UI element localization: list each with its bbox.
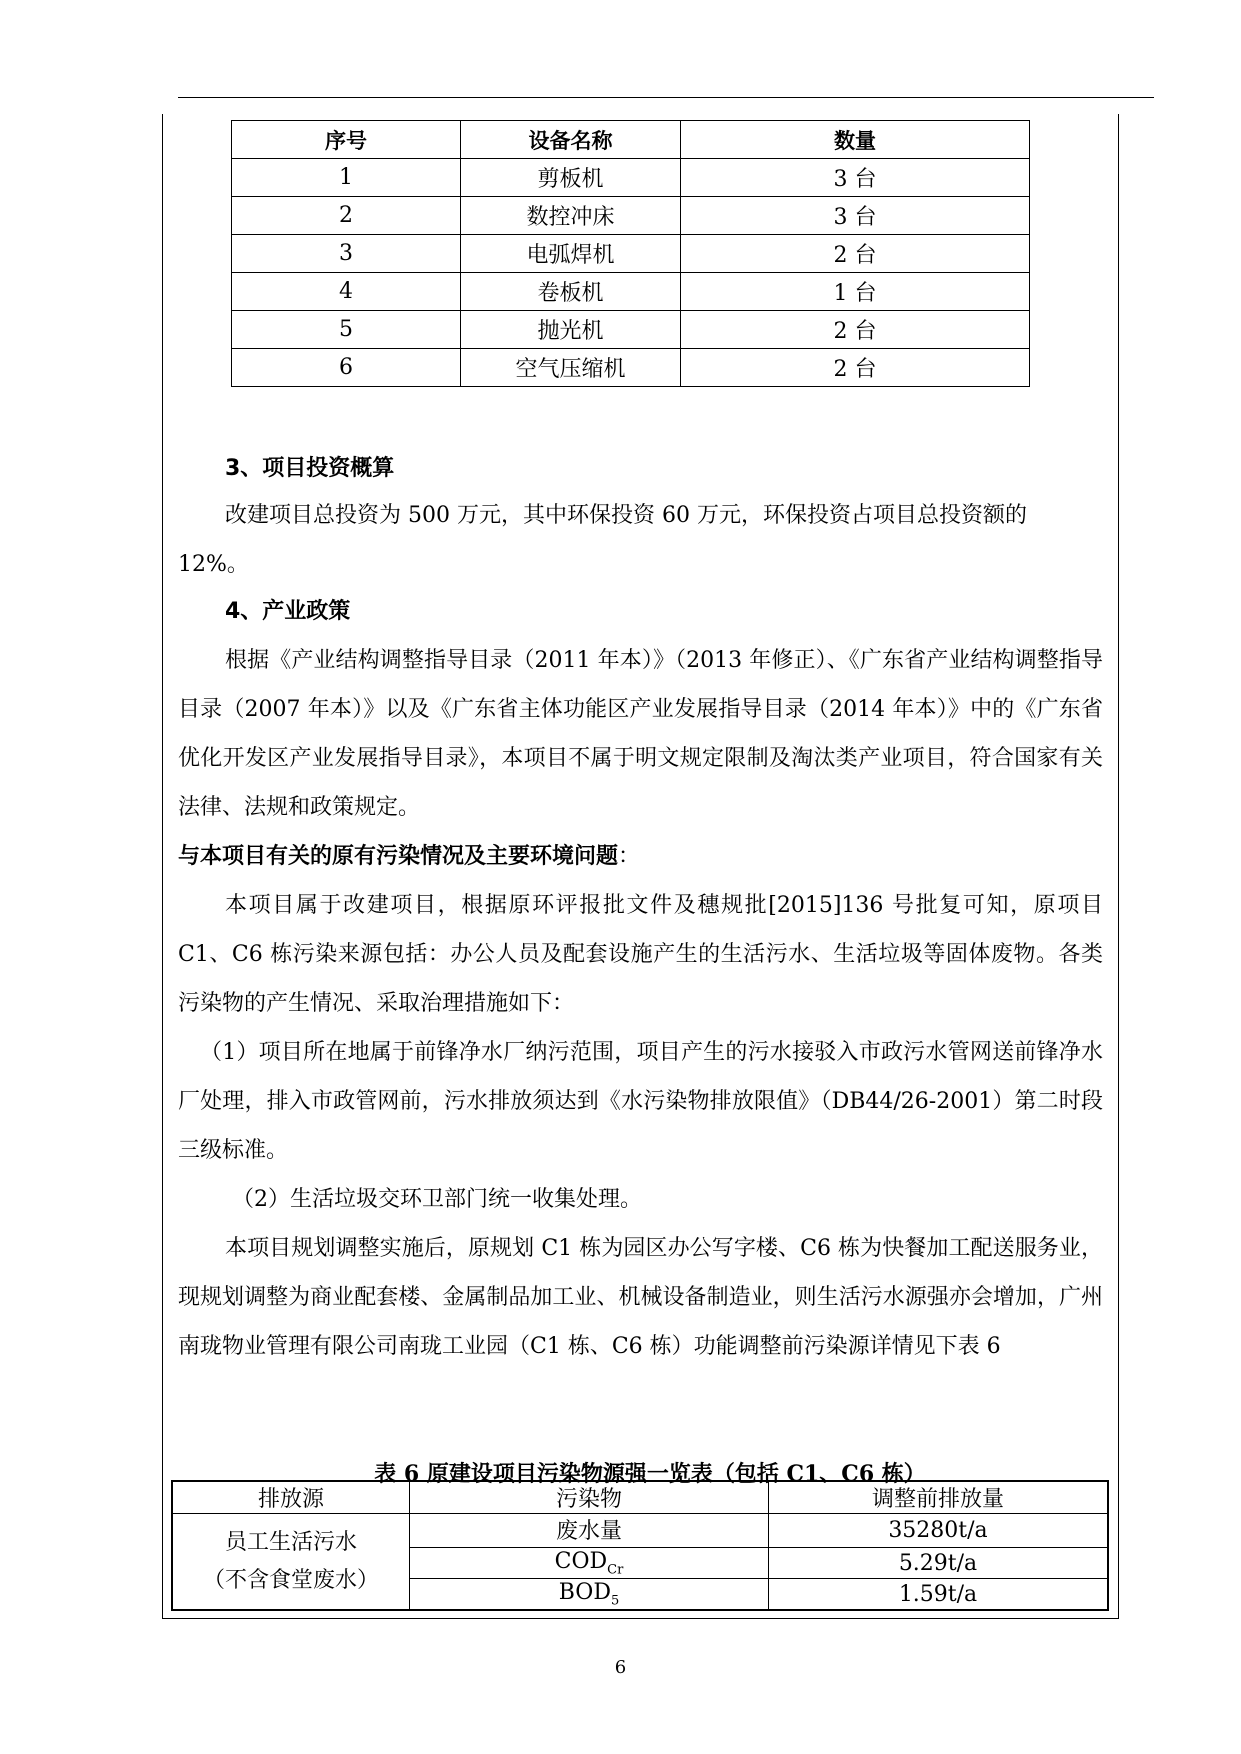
table-header-row [232,121,1030,159]
column-header: 调整前排放量 [769,1481,1109,1514]
table-row [232,235,1030,273]
table-cell: 数控冲床 [461,197,681,235]
table-header-row [172,1481,1108,1514]
header-rule [178,97,1154,98]
table-cell: 5 [232,311,461,349]
table-row [232,197,1030,235]
list-item: （2）生活垃圾交环卫部门统一收集处理。 [232,1187,642,1212]
source-line: 员工生活污水 [224,1529,357,1555]
table-row [172,1514,1108,1548]
column-header: 设备名称 [461,121,681,159]
equipment-table [231,120,1030,387]
column-header: 排放源 [172,1481,410,1514]
section-heading-problems [178,832,640,881]
column-header: 数量 [681,121,1030,159]
table-cell: 3 台 [681,159,1030,197]
paragraph: 根据《产业结构调整指导目录（2011 年本）》（2013 年修正）、《广东省产业结构调整指导目录（2007 年本）》以及《广东省主体功能区产业发展指导目录（2014 年本）》中的《广东省优化开发区产业发展指导目录》，本项目不属于明文规定限制及淘汰类产业项目，符合国家有关法律、法规和政策规定。 [178,648,1103,820]
pollutant-cell [410,1548,769,1579]
table-cell: 2 台 [681,349,1030,387]
paragraph: 本项目规划调整实施后，原规划 C1 栋为园区办公写字楼、C6 栋为快餐加工配送服务业，现规划调整为商业配套楼、金属制品加工业、机械设备制造业，则生活污水源强亦会增加，广州南珑物业管理有限公司南珑工业园（C1 栋、C6 栋）功能调整前污染源详情见下表 6 [178,1236,1103,1359]
problems-heading-text: 与本项目有关的原有污染情况及主要环境问题 [178,844,619,869]
table-caption: 表 6 原建设项目污染物源强一览表（包括 C1、C6 栋） [374,1461,926,1487]
table-row [232,311,1030,349]
table-cell: 6 [232,349,461,387]
pollutant-cell [410,1514,769,1548]
table-cell: 1 台 [681,273,1030,311]
section-heading: 4、产业政策 [225,599,351,624]
pollution-source-table [171,1480,1109,1611]
pollutant-subscript: Cr [607,1562,624,1578]
table-cell: 1 [232,159,461,197]
paragraph: 本项目属于改建项目，根据原环评报批文件及穗规批[2015]136 号批复可知，原项目 C1、C6 栋污染来源包括：办公人员及配套设施产生的生活污水、生活垃圾等固体废物。各类污染物的产生情况、采取治理措施如下： [178,893,1103,1016]
pollutant-name: COD [554,1549,608,1575]
amount-cell: 5.29t/a [769,1548,1109,1579]
problems-heading-colon: ： [618,844,641,869]
table-cell: 剪板机 [461,159,681,197]
source-line: （不含食堂废水） [202,1567,379,1593]
pollutant-cell [410,1579,769,1611]
pollutant-subscript: 5 [610,1593,620,1609]
table-cell: 2 [232,197,461,235]
table-cell: 空气压缩机 [461,349,681,387]
page-number: 6 [614,1657,627,1678]
table-cell: 2 台 [681,235,1030,273]
list-item: （1）项目所在地属于前锋净水厂纳污范围，项目产生的污水接驳入市政污水管网送前锋净水厂处理，排入市政管网前，污水排放须达到《水污染物排放限值》（DB44/26-2001）第二时段三级标准。 [178,1040,1103,1163]
table-cell: 抛光机 [461,311,681,349]
table-cell: 卷板机 [461,273,681,311]
amount-cell: 1.59t/a [769,1579,1109,1611]
paragraph-line: 12%。 [178,552,249,577]
table-row [232,349,1030,387]
table-row [232,273,1030,311]
column-header: 序号 [232,121,461,159]
source-cell [172,1514,410,1611]
paragraph-line: 改建项目总投资为 500 万元，其中环保投资 60 万元，环保投资占项目总投资额的 [225,503,1027,528]
column-header: 污染物 [410,1481,769,1514]
table-cell: 3 [232,235,461,273]
table-cell: 2 台 [681,311,1030,349]
table-cell: 4 [232,273,461,311]
pollutant-name: 废水量 [555,1519,622,1544]
amount-cell: 35280t/a [769,1514,1109,1548]
table-row [232,159,1030,197]
section-heading: 3、项目投资概算 [225,456,395,481]
table-cell: 电弧焊机 [461,235,681,273]
pollutant-name: BOD [558,1580,611,1606]
table-cell: 3 台 [681,197,1030,235]
